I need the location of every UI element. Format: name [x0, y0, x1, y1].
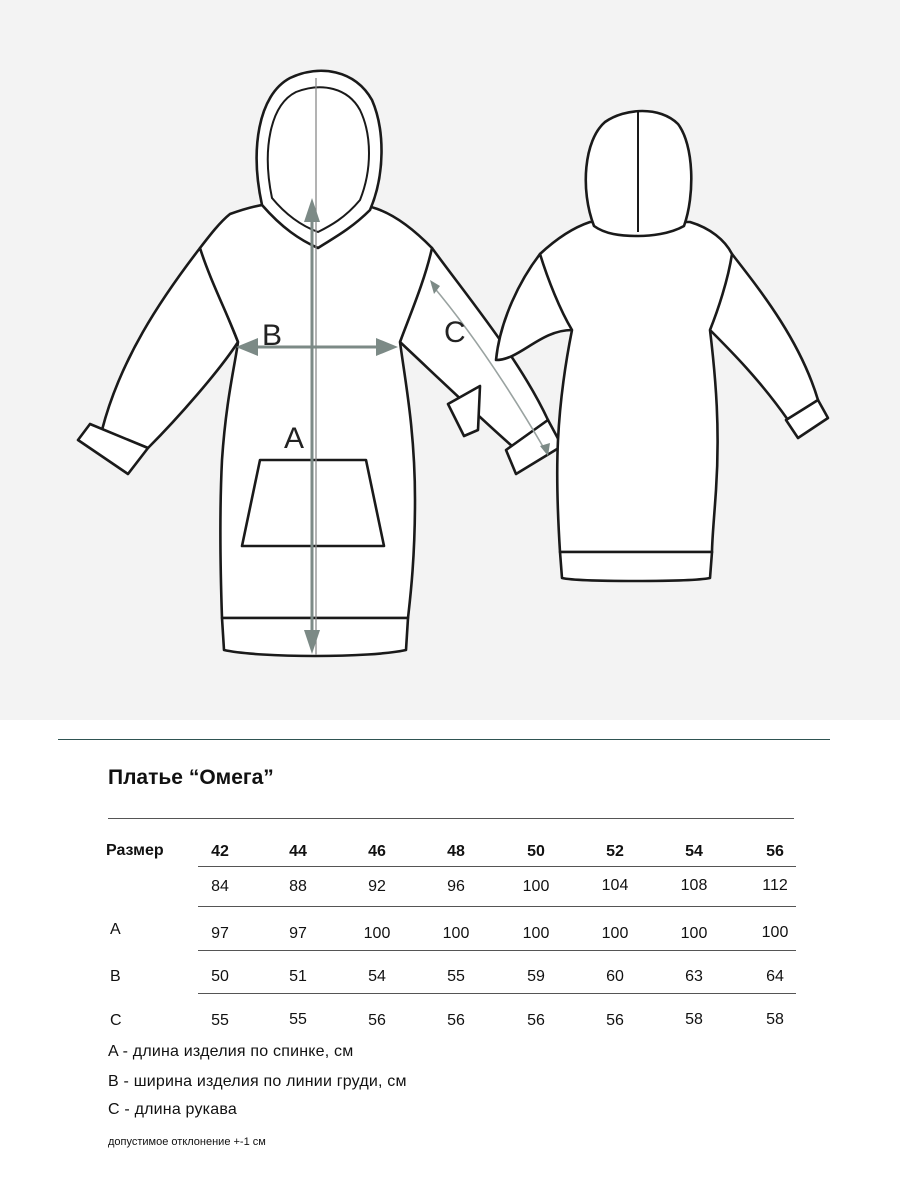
- table-cell: 84: [211, 878, 229, 895]
- size-header-label: Размер: [106, 842, 164, 859]
- table-cell: 55: [211, 1012, 229, 1029]
- size-header-cell: 42: [211, 843, 229, 860]
- section-divider: [58, 739, 830, 740]
- table-cell: 100: [522, 925, 550, 942]
- table-row-divider: [198, 906, 796, 907]
- table-cell: 55: [447, 968, 465, 985]
- size-header-cell: 48: [447, 843, 465, 860]
- table-cell: 55: [289, 1011, 307, 1028]
- table-cell: 60: [606, 968, 624, 985]
- row-label-c: C: [110, 1012, 122, 1029]
- label-c: C: [444, 316, 466, 349]
- table-cell: 59: [527, 968, 545, 985]
- table-cell: 96: [447, 878, 465, 895]
- table-cell: 56: [368, 1012, 386, 1029]
- table-cell: 108: [680, 877, 708, 894]
- tolerance-note: допустимое отклонение +-1 см: [108, 1136, 266, 1148]
- table-cell: 104: [601, 877, 629, 894]
- table-cell: 56: [606, 1012, 624, 1029]
- size-header-cell: 50: [527, 843, 545, 860]
- table-cell: 58: [766, 1011, 784, 1028]
- size-header-cell: 56: [766, 843, 784, 860]
- table-cell: 54: [368, 968, 386, 985]
- size-header-cell: 52: [606, 843, 624, 860]
- row-label-a: A: [110, 921, 121, 938]
- title-underline: [108, 818, 794, 819]
- table-cell: 100: [601, 925, 629, 942]
- table-cell: 100: [522, 878, 550, 895]
- table-cell: 100: [761, 924, 789, 941]
- label-b: B: [262, 319, 283, 352]
- legend-item-b: B - ширина изделия по линии груди, см: [108, 1073, 407, 1090]
- table-cell: 50: [211, 968, 229, 985]
- table-row-divider: [198, 993, 796, 994]
- table-cell: 97: [289, 925, 307, 942]
- table-cell: 64: [766, 968, 784, 985]
- table-cell: 51: [289, 968, 307, 985]
- product-title: Платье “Омега”: [108, 766, 274, 789]
- table-cell: 100: [680, 925, 708, 942]
- table-cell: 63: [685, 968, 703, 985]
- table-cell: 88: [289, 878, 307, 895]
- table-cell: 56: [447, 1012, 465, 1029]
- table-row-divider: [198, 950, 796, 951]
- table-cell: 100: [442, 925, 470, 942]
- table-row-divider: [198, 866, 796, 867]
- table-cell: 58: [685, 1011, 703, 1028]
- legend-item-c: C - длина рукава: [108, 1101, 237, 1118]
- table-cell: 56: [527, 1012, 545, 1029]
- table-cell: 100: [363, 925, 391, 942]
- table-cell: 92: [368, 878, 386, 895]
- size-header-cell: 44: [289, 843, 307, 860]
- table-cell: 97: [211, 925, 229, 942]
- size-header-cell: 46: [368, 843, 386, 860]
- legend-item-a: A - длина изделия по спинке, см: [108, 1043, 354, 1060]
- table-cell: 112: [762, 877, 788, 894]
- size-header-cell: 54: [685, 843, 703, 860]
- label-a: A: [284, 422, 305, 455]
- row-label-b: B: [110, 968, 121, 985]
